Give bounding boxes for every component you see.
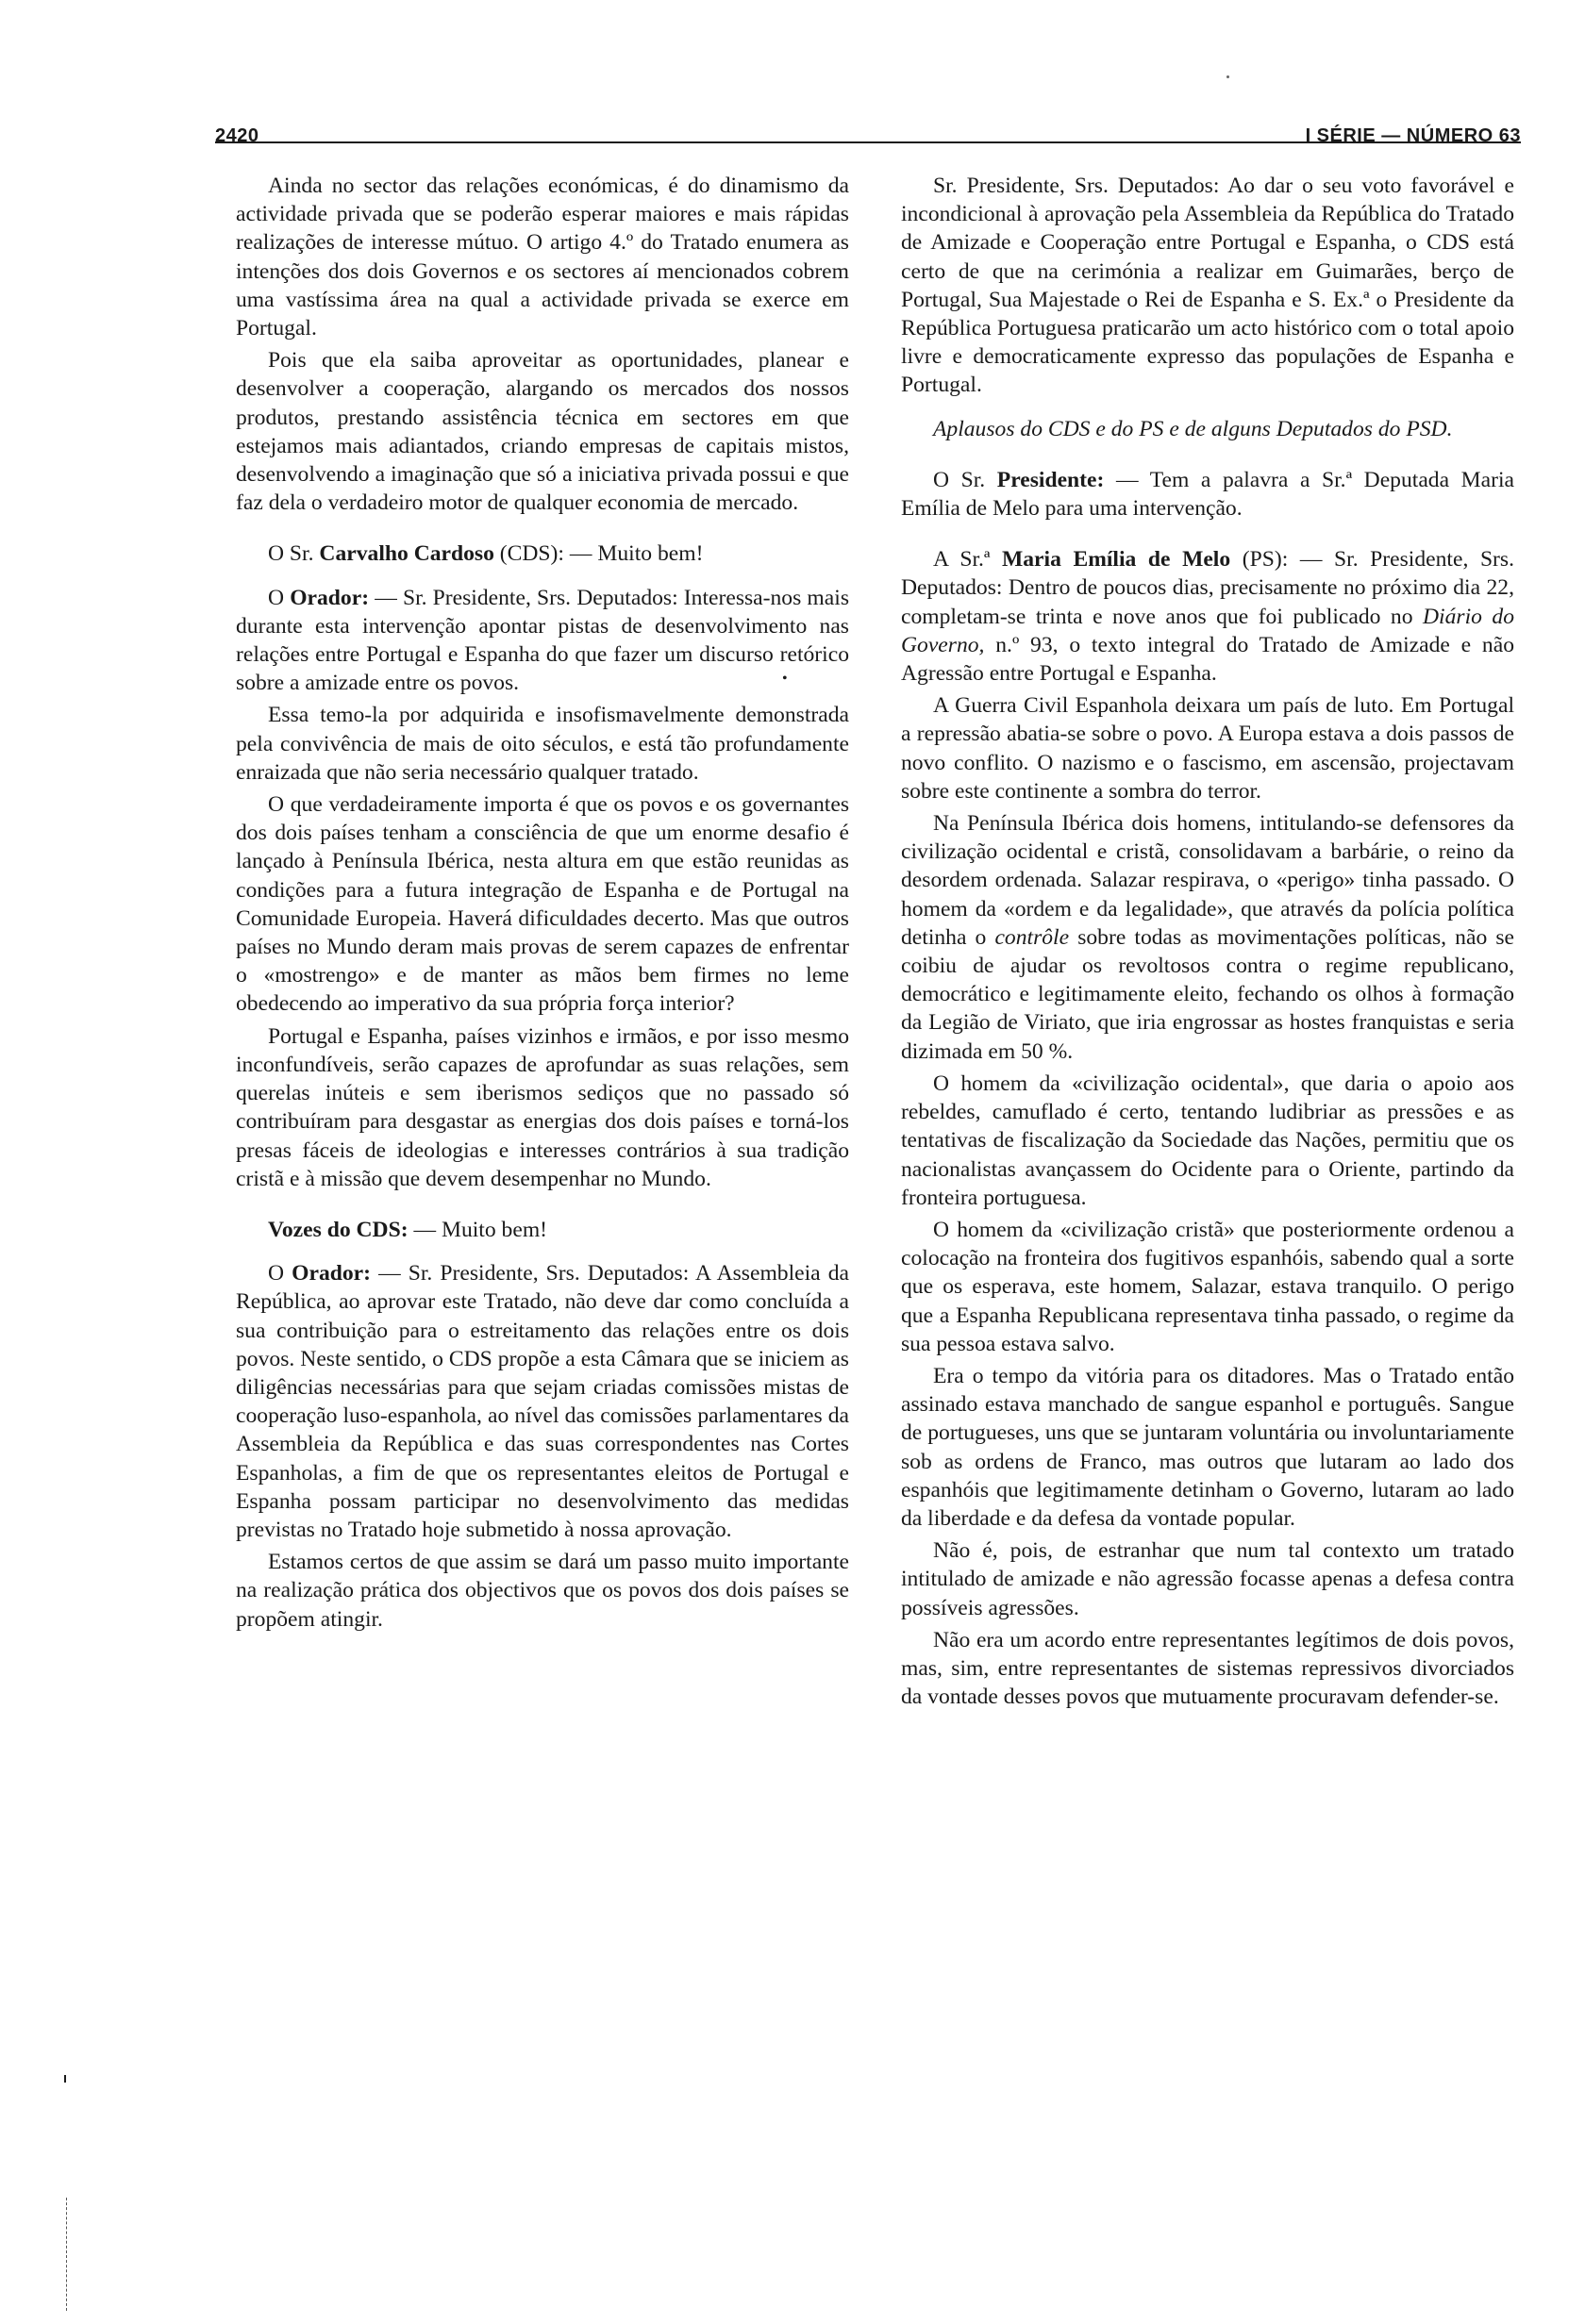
stray-mark: • <box>782 671 788 687</box>
speaker-name: Orador: <box>290 585 370 610</box>
left-column <box>236 172 849 1634</box>
speaker-name: Maria Emília de Melo <box>1001 547 1231 573</box>
margin-tick <box>64 2075 66 2083</box>
applause-note: Aplausos do CDS e do PS e de alguns Deputados do PSD. <box>933 416 1453 441</box>
speaker-line: O Orador: — Sr. Presidente, Srs. Deputados: Interessa-nos mais durante esta intervenção apontar pistas de desenvolvimento nas relações entre Portugal e Espanha do que fazer um discurso retórico sobre a amizade entre os povos. <box>236 585 849 696</box>
paragraph: O homem da «civilização cristã» que posteriormente ordenou a colocação na fronteira dos fugitivos espanhóis, sabendo qual a sorte que os esperava, este homem, Salazar, estava tranquilo. O perigo que a Espanha Republicana representava tinha passado, o regime da sua pessoa estava salvo. <box>901 1217 1514 1356</box>
paragraph: Pois que ela saiba aproveitar as oportunidades, planear e desenvolver a cooperação, alargando os mercados dos nossos produtos, prestando assistência técnica em sectores em que estejamos mais adiantados, criando empresas de capitais mistos, desenvolvendo a imaginação que só a iniciativa privada possui e que faz dela o verdadeiro motor de qualquer economia de mercado. <box>236 348 849 516</box>
publication-title: Diário do Governo, <box>901 604 1515 657</box>
paragraph: Não é, pois, de estranhar que num tal contexto um tratado intitulado de amizade e não agressão focasse apenas a defesa contra possíveis agressões. <box>901 1538 1514 1620</box>
paragraph: Sr. Presidente, Srs. Deputados: Ao dar o seu voto favorável e incondicional à aprovação pela Assembleia da República do Tratado de Amizade e Cooperação entre Portugal e Espanha, o CDS está certo de que na cerimónia a realizar em Guimarães, berço de Portugal, Sua Majestade o Rei de Espanha e S. Ex.ª o Presidente da República Portuguesa praticarão um acto histórico com o total apoio livre e democraticamente expresso das populações de Espanha e Portugal. <box>901 174 1514 398</box>
speaker-line: A Sr.ª Maria Emília de Melo (PS): — Sr. Presidente, Srs. Deputados: Dentro de poucos dias, precisamente no próximo dia 22, completam-se trinta e nove anos que foi publicado no Diário do Governo, n.º 93, o texto integral do Tratado de Amizade e não Agressão entre Portugal e Espanha. <box>901 547 1515 687</box>
paragraph: O que verdadeiramente importa é que os povos e os governantes dos dois países tenham a consciência de que um enorme desafio é lançado à Península Ibérica, nesta altura em que estão reunidas as condições para a futura integração de Espanha e de Portugal na Comunidade Europeia. Haverá dificuldades decerto. Mas que outros países no Mundo deram mais provas de serem capazes de enfrentar o «mostrengo» e de manter as mãos bem firmes no leme obedecendo ao imperativo da sua própria força interior? <box>236 792 849 1017</box>
paragraph: O homem da «civilização ocidental», que daria o apoio aos rebeldes, camuflado é certo, tentando ludibriar as pressões e as tentativas de fiscalização da Sociedade das Nações, permitiu que os nacionalistas avançassem do Ocidente para o Oriente, partindo da fronteira portuguesa. <box>901 1071 1514 1210</box>
speaker-line: O Orador: — Sr. Presidente, Srs. Deputados: A Assembleia da República, ao aprovar este Tratado, não deve dar como concluída a sua contribuição para o estreitamento das relações entre os dois povos. Neste sentido, o CDS propõe a esta Câmara que se iniciem as diligências necessárias para que sejam criadas comissões mistas de cooperação luso-espanhola, ao nível das comissões parlamentares da Assembleia da República e das suas correspondentes nas Cortes Espanholas, a fim de que os representantes eleitos de Portugal e Espanha possam participar no desenvolvimento das medidas previstas no Tratado hoje submetido à nossa aprovação. <box>236 1261 849 1542</box>
speaker-name: Carvalho Cardoso <box>319 541 494 567</box>
paragraph: Estamos certos de que assim se dará um passo muito importante na realização prática dos objectivos que os povos dos dois países se propõem atingir. <box>236 1550 849 1632</box>
paragraph: A Guerra Civil Espanhola deixara um país de luto. Em Portugal a repressão abatia-se sobre o povo. A Europa estava a dois passos de novo conflito. O nazismo e o fascismo, em ascensão, projectavam sobre este continente a sombra do terror. <box>901 693 1514 804</box>
paragraph: Ainda no sector das relações económicas, é do dinamismo da actividade privada que se poderão esperar maiores e mais rápidas realizações de interesse mútuo. O artigo 4.º do Tratado enumera as intenções dos dois Governos e os sectores aí mencionados cobrem uma vastíssima área na qual a actividade privada se exerce em Portugal. <box>236 174 849 341</box>
speaker-name: Vozes do CDS: <box>268 1217 409 1242</box>
speaker-name: Presidente: <box>996 467 1105 492</box>
scan-speck <box>1226 75 1229 78</box>
paragraph: Portugal e Espanha, países vizinhos e irmãos, e por isso mesmo inconfundíveis, serão capazes de aprofundar as suas relações, sem querelas inúteis e sem iberismos sediços que no passado só contribuíram para desgastar as energias dos dois países e torná-los presas fáceis de ideologias e interesses contrários à sua tradição cristã e à missão que devem desempenhar no Mundo. <box>236 1023 849 1191</box>
speaker-name: Orador: <box>292 1261 371 1286</box>
series-label: I SÉRIE — NÚMERO 63 <box>1305 125 1521 146</box>
margin-dashes <box>66 2198 67 2311</box>
paragraph: Essa temo-la por adquirida e insofismavelmente demonstrada pela convivência de mais de oito séculos, e está tão profundamente enraizada que não seria necessário qualquer tratado. <box>236 703 849 785</box>
header-rule <box>215 141 1521 143</box>
page-number: 2420 <box>215 125 259 146</box>
paragraph: Na Península Ibérica dois homens, intitulando-se defensores da civilização ocidental e cristã, consolidavam a barbárie, o reino da desordem ordenada. Salazar respirava, o «perigo» tinha passado. O homem da «ordem e da legalidade», que através da polícia política detinha o contrôle sobre todas as movimentações políticas, não se coibiu de ajudar os revoltosos contra o regime republicano, democrático e legitimamente eleito, fechando os olhos à formação da Legião de Viriato, que iria engrossar as hostes franquistas e seria dizimada em 50 %. <box>901 811 1514 1064</box>
speaker-line: O Sr. Carvalho Cardoso (CDS): — Muito bem! <box>268 541 704 567</box>
speaker-line: Vozes do CDS: — Muito bem! <box>268 1217 548 1242</box>
paragraph: Era o tempo da vitória para os ditadores. Mas o Tratado então assinado estava manchado de sangue espanhol e português. Sangue de portugueses, uns que se juntaram voluntária ou involuntariamente sob as ordens de Franco, mas outros que lutaram ao lado dos espanhóis que legitimamente detinham o Governo, lutaram ao lado da liberdade e da defesa da vontade popular. <box>901 1363 1514 1531</box>
speaker-line: O Sr. Presidente: — Tem a palavra a Sr.ª Deputada Maria Emília de Melo para uma intervenção. <box>901 467 1514 522</box>
paragraph: Não era um acordo entre representantes legítimos de dois povos, mas, sim, entre representantes de sistemas repressivos divorciados da vontade desses povos que mutuamente procuravam defender-se. <box>901 1627 1514 1710</box>
right-column <box>901 172 1514 1711</box>
